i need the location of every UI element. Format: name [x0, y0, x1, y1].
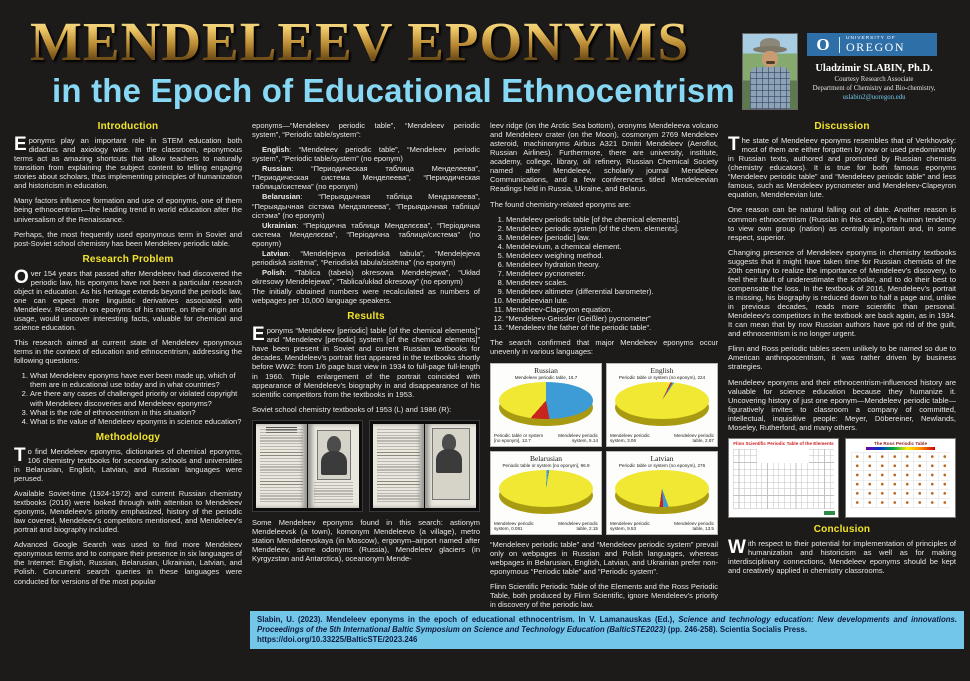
poster-title: MENDELEEV EPONYMS [30, 11, 690, 72]
book-page-right [425, 424, 476, 508]
pie-chart-latvian [606, 451, 718, 535]
flinn-paragraph: Flinn Scientific Periodic Table of the Elements and the Ross Periodic Table, both produced by Flinn Scientific, ignore Mendeleev’s priority in discovery of the periodic law. [490, 581, 718, 609]
citation-text-1: Slabin, U. (2023). Mendeleev eponyms in the epoch of educational ethnocentrism. In V. Lamanauskas (Ed.), [257, 615, 679, 624]
intro-paragraph-3: Perhaps, the most frequently used eponymous term in Soviet and post-Soviet school chemistry has been Mendeleev periodic table. [14, 229, 242, 248]
eponyms-list [490, 215, 718, 333]
section-heading-discussion: Discussion [814, 121, 870, 132]
textbooks-caption: Soviet school chemistry textbooks of 1953 (L) and 1986 (R): [252, 404, 452, 414]
eponym-item: 8. Mendeleev scales. [506, 278, 718, 287]
research-question: 3. What is the role of ethnocentrism in this situation? [30, 408, 242, 417]
pie-label: Mendeleev periodic table, 2.15 [558, 521, 598, 532]
section-heading-introduction: Introduction [97, 121, 159, 132]
affiliation-line2: Department of Chemistry and Bio-chemistry, [812, 84, 936, 92]
conclusion-paragraph: With respect to their potential for implementation of principles of humanization and historicism as well as for making interdisciplinary connections, Mendeleev eponyms should be kept and creatively applied in chemistry classrooms. [728, 536, 956, 576]
discussion-paragraph-4: Flinn and Ross periodic tables seem unlikely to be named so due to American anthropocentrism, it was rather driven by business strategies. [728, 344, 956, 372]
language-entry-russian: Russian: “Периодическая таблица Менделеева”, “Периодическая система Менделеева”, “Периодическая таблица/система” (no eponym) [252, 164, 480, 192]
research-problem-paragraph-2: This research aimed at current state of Mendeleev eponymous terms in the context of education and ethnocentrism, addressing the following questions: [14, 338, 242, 366]
results-continued: leev ridge (on the Arctic Sea bottom), oronyms Mendeleeva volcano and Mendeleev crater (on the Moon), cosmonym 2769 Mendeleev asteroid, machinonyms Airbus A321 Dmitri Mendeleev (Aeroflot, Russian Airlines). Furthermore, there are university, institute, academy, college, library, oil refinery, Russian Chemical Society named after Mendeleev, scholarly journal Mendeleev Communications, and a few conferences titled Mendeleevian Readings held in Russia, Ukraine, and Belarus. [490, 121, 718, 194]
language-pie-charts [490, 363, 718, 535]
book-page-right [308, 424, 359, 508]
ross-table-title: The Ross Periodic Table [873, 440, 927, 446]
pie [499, 382, 593, 427]
spectrum-bar [866, 447, 935, 450]
pie-chart-title: Russian [534, 365, 558, 375]
author-block [799, 63, 949, 102]
research-question: 1. What Mendeleev eponyms have ever been made up, which of them are in educational use today and in what countries? [30, 371, 242, 389]
pie-label: Periodic table or system [no eponym], 13.7 [494, 433, 544, 444]
logo-wordmark [840, 36, 937, 53]
eponym-item: 12. “Mendeleev-Geissler (Geißler) pycnometer” [506, 314, 718, 323]
eponym-item: 3. Mendeleev [periodic] law. [506, 233, 718, 242]
eponym-item: 10. Mendeleevian lute. [506, 296, 718, 305]
pie-chart-title: English [650, 365, 674, 375]
prevail-paragraph: “Mendeleev periodic table” and “Mendeleev periodic system” prevail only on webpages in Russian and Polish languages, whereas webpages in Belarusian, English, Latvian, and Ukrainian prefer non-eponymous “Periodic table” and “Periodic system”. [490, 539, 718, 576]
recalculation-note: The initially obtained numbers were recalculated as numbers of webpages per 10,000 language speakers. [252, 287, 480, 306]
uo-o-mark: O [816, 35, 830, 54]
methodology-continued: eponyms—“Mendeleev periodic table”, “Mendeleev periodic system”, “Periodic table/system”: [252, 121, 480, 140]
pie-label: Mendeleev periodic system, 3.06 [610, 433, 650, 444]
citation-italic: Science and technology education: New developments and innovations. Proceedings of the 5th International Baltic Symposium on Science and Technology Education (BalticSTE2023) [257, 615, 957, 635]
torso [750, 67, 790, 109]
university-of-oregon-logo [807, 33, 937, 56]
eponym-item: 9. Mendeleev altimeter (differential barometer). [506, 287, 718, 296]
eponym-item: 2. Mendeleev periodic system [of the chem. elements]. [506, 224, 718, 233]
pie-label: Periodic table or system (no eponym), 224 [618, 374, 706, 380]
author-email-link[interactable]: uslabin2@uoregon.edu [842, 93, 906, 101]
column-1 [14, 121, 242, 609]
results-paragraph-1: Eponyms “Mendeleev [periodic] table [of the chemical elements]” and “Mendeleev [periodic] system [of the chemical elements]” have been present in Soviet and current Russian textbooks for decades. Mendeleev’s portrait first appeared in the textbooks shortly before WW2: from 1/6 page bust view in 1934 to full-page full-length in 1960. Triple enlargement of the portrait coincided with appearance of Mendeleev’s biography in and disappearance of his scientific competitors from the textbooks in 1953. [252, 324, 480, 399]
citation-text-2: (pp. 246-258). Scientia Socialis Press. [665, 625, 807, 635]
column-2 [252, 121, 480, 609]
intro-paragraph-1: Eponyms play an important role in STEM education both didactics and axiology wise. In the classroom, eponymous terms act as amazing shortcuts that allow teachers to naturally transition from explaining the subject content to telling engaging stories about scholars, thus implementing principles of humanization and historicism in education. [14, 134, 242, 191]
mendeleev-portrait-bust [317, 430, 351, 480]
pie-label: Periodic table or system [no eponym], 96.9 [502, 462, 590, 468]
mendeleev-portrait-full [432, 428, 470, 500]
pie-chart-russian [490, 363, 602, 447]
pie-chart-english [606, 363, 718, 447]
discussion-paragraph-5: Mendeleev eponyms and their ethnocentrism-influenced history are valuable for science education because they humanize it. Uncovering history of just one eponym—Mendeleev periodic table—figuratively invites to classroom a company of committed, intellectual, inquisitive people: Meyer, Döbereiner, Newlands, Moseley, Rutherford, and many others. [728, 377, 956, 432]
ross-periodic-table-image [845, 438, 956, 518]
column-3 [490, 121, 718, 609]
research-questions-list [14, 371, 242, 425]
section-heading-results: Results [347, 311, 385, 323]
discussion-paragraph-1: The state of Mendeleev eponyms resembles that of Verkhovsky: most of them are either forgotten by now or used predominantly in Russian texts, authored and promoted by Russian chemists (chemistry educators). It is true for both famous eponyms “Mendeleev periodic table” and “Mendeleev periodic table” and less famous, such as Mendeleev pycnometer and Mendeleev-Clapeyron equation, Mendeleevian lute. [728, 134, 956, 200]
eponym-item: 5. Mendeleev weighing method. [506, 251, 718, 260]
periodic-table-figures [728, 438, 956, 518]
pie [499, 470, 593, 515]
author-name: Uladzimir SLABIN, Ph.D. [815, 63, 933, 74]
textbook-figures [252, 420, 480, 512]
face [762, 51, 778, 67]
mustache [766, 61, 775, 64]
textbook-1953-image [252, 420, 363, 512]
methodology-paragraph-3: Advanced Google Search was used to find more Mendeleev eponymous terms and to compare their presence in six languages of the Internet: English, Russian, Belarusian, Ukrainian, Latvian, and Polish. Concurrent search queries in these languages were conducted for versions of the most popular [14, 540, 242, 586]
pie-label: Mendeleev periodic table, 13.5 [674, 521, 714, 532]
flinn-periodic-table-image [728, 438, 839, 518]
section-heading-conclusion: Conclusion [813, 523, 871, 535]
found-eponyms-intro: The found chemistry-related eponyms are: [490, 199, 631, 209]
language-entry-belarusian: Belarusian: “Перыядычная табліца Мендзялеева”, “Перыядычная сістэма Мендзялеева”, “Перыядычная табліца/сістэма” (no eponym) [252, 192, 480, 220]
pie-chart-title: Belarusian [529, 453, 563, 463]
language-entry-ukrainian: Ukrainian: “Періодична таблиця Менделєєва”, “Періодична система Менделєєва”, “Періодична таблиця/система” (no eponym) [252, 220, 480, 248]
flinn-logo [824, 511, 835, 515]
pie-label: Mendeleev periodic system, 5.14 [558, 433, 598, 444]
eponym-item: 13. “Mendeleev the father of the periodic table”. [506, 323, 718, 332]
book-page-left [256, 424, 307, 508]
logo-line1: UNIVERSITY OF [846, 36, 896, 41]
pie [615, 470, 709, 515]
pie-label: Mendeleev periodic table, 2.87 [674, 433, 714, 444]
language-entry-english: English: “Mendeleev periodic table”, “Mendeleev periodic system”, “Periodic table/system” (no eponym) [252, 145, 480, 164]
section-heading-research-problem: Research Problem [82, 253, 174, 265]
author-photo [742, 33, 798, 110]
intro-paragraph-2: Many factors influence formation and use of eponyms, one of them being ethnocentrism—the leading trend in world education after the universalism of the Renaissance. [14, 196, 242, 224]
search-confirmed-note: The search confirmed that major Mendeleev eponyms occur unevenly in various languages: [490, 338, 718, 357]
pie-chart-belarusian [490, 451, 602, 535]
poster-subtitle: in the Epoch of Educational Ethnocentrism [52, 72, 735, 109]
pie [615, 382, 709, 427]
methodology-paragraph-1: To find Mendeleev eponyms, dictionaries of chemical eponyms, 106 chemistry textbooks for secondary schools and universities in Belarusian, English, Latvian, and Russian languages were perused. [14, 444, 242, 483]
citation-bar [250, 611, 964, 649]
affiliation-line1: Courtesy Research Associate [834, 76, 914, 83]
doi-link[interactable]: https://doi.org/10.33225/BalticSTE/2023.246 [257, 635, 418, 645]
methodology-paragraph-2: Available Soviet-time (1924-1972) and current Russian chemistry textbooks (2016) were looked through with attention to Mendeleev eponyms, Mendeleev’s priority emphasized, history of the periodic law covered, Mendeleev’s competitors mentioned, and Mendeleev’s portrait and biography included. [14, 488, 242, 535]
research-question: 2. Are there any cases of challenged priority or violated copyright with Mendeleev discoveries and Mendeleev eponyms? [30, 389, 242, 407]
flinn-table-title: Flinn Scientific Periodic Table of the Elements [733, 440, 834, 446]
section-heading-methodology: Methodology [95, 431, 161, 443]
research-question: 4. What is the value of Mendeleev eponyms in science education? [30, 417, 242, 426]
eponym-item: 6. Mendeleev hydration theory. [506, 260, 718, 269]
poster-body [14, 121, 956, 609]
discussion-paragraph-2: One reason can be natural falling out of date. Another reason is common ethnocentrism (Russian in this case), the human tendency to view own group (nation) as centrally important and, in some respect, superior. [728, 205, 956, 242]
research-problem-paragraph-1: Over 154 years that passed after Mendeleev had discovered the periodic law, his eponyms have not been a particular research object in education. As his heritage extends beyond the periodic law, one can expect more linguistic derivatives associated with Mendeleev. Research on eponyms of his name, on their origin and usage, would uncover interesting facts, valuable for chemical and science education. [14, 266, 242, 333]
pie-label: Mendeleev periodic system, 9.53 [610, 521, 650, 532]
language-entry-polish: Polish: “Tablica (tabela) okresowa Mendelejewa”, “Układ okresowy Mendelejewa”, “Tablica/układ okresowy” (no eponym) [252, 267, 480, 286]
results-paragraph-2: Some Mendeleev eponyms found in this search: astionym Mendeleevsk (a town), komonym Mendeleevo (a village), metro station Mendeleevskaya (in Moscow), ergonym–airport named after Mendeleev, some odonyms (Russia), Mendeleev glaciers (in Kyrgyzstan and Antarctica), oceanonym Mende- [252, 517, 480, 563]
eponym-item: 1. Mendeleev periodic table [of the chemical elements]. [506, 215, 718, 224]
author-affiliation [799, 76, 949, 102]
pie-chart-title: Latvian [650, 453, 674, 463]
pie-label: Periodic table or system (no eponym), 276 [618, 462, 706, 468]
logo-line2: OREGON [846, 40, 905, 54]
ross-table-grid [851, 452, 950, 508]
book-page-left [373, 424, 424, 508]
discussion-paragraph-3: Changing presence of Mendeleev eponyms in chemistry textbooks suggests that it might have taken time for Russian chemists of the 20th century to realize the importance of Mendeleev’s discovery, to feel their fault of underestimate the scholar, and to do their best to compensate the loss. In the textbook of 2016, Mendeleev’s portrait is missing, his biography is reduced down to half a page and, unlike in previous decades, reads more scientific than personal. Mendeleev’s competitors in the textbook are back again, as in 1934. It can mean that by now Russian authors have got rid of the guilt, and ethnocentrism is no longer urgent. [728, 247, 956, 339]
eponym-item: 7. Mendeleev pycnometer. [506, 269, 718, 278]
pie-label: Mendeleev periodic system, 0.081 [494, 521, 534, 532]
column-4 [728, 121, 956, 609]
eponym-item: 4. Mendelevium, a chemical element. [506, 242, 718, 251]
language-entry-latvian: Latvian: “Mendeļejeva periodiskā tabula”, “Mendeļejeva periodiskā sistēma”, “Periodiskā tabula/sistēma” (no eponym) [252, 248, 480, 267]
eponym-item: 11. Mendeleev-Clapeyron equation. [506, 305, 718, 314]
pie-label: Mendeleev periodic table, 16.7 [514, 374, 578, 380]
textbook-1986-image [369, 420, 480, 512]
